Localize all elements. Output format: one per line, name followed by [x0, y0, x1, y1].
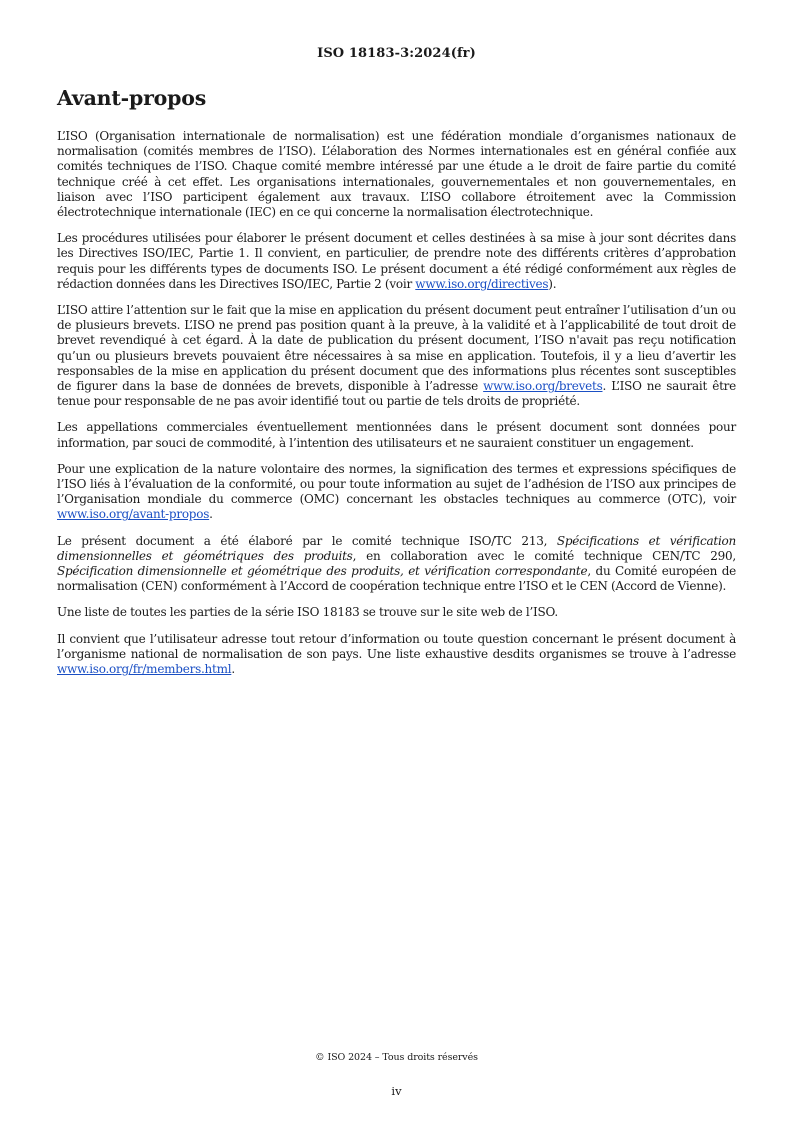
copyright-footer: © ISO 2024 – Tous droits réservés [315, 1052, 478, 1063]
paragraph-iso-intro: L’ISO (Organisation internationale de normalisation) est une fédération mondiale d’organismes nationaux de normalisation (comités membres de l’ISO). L’élaboration des Normes internationales est en général confiée aux comités techniques de l’ISO. Chaque comité membre intéressé par une étude a le droit de faire partie du comité technique créé à cet effet. Les organisations internationales, gouvernementales et non gouvernementales, en liaison avec l’ISO participent également aux travaux. L’ISO collabore étroitement avec la Commission électrotechnique internationale (IEC) en ce qui concerne la normalisation électrotechnique. [57, 129, 736, 220]
paragraph-procedures-text: Les procédures utilisées pour élaborer le présent document et celles destinées à sa mise à jour sont décrites dans les Directives ISO/IEC, Partie 1. Il convient, en particulier, de prendre note des différents critères d’approbation requis pour les différents types de documents ISO. Le présent document a été rédigé conformément aux règles de rédaction données dans les Directives ISO/IEC, Partie 2 (voir [57, 231, 736, 291]
paragraph-voluntary-nature-text: Pour une explication de la nature volontaire des normes, la signification des termes et expressions spécifiques de l’ISO liés à l’évaluation de la conformité, ou pour toute information au sujet de l’adhésion de l’ISO aux principes de l’Organisation mondiale du commerce (OMC) concernant les obstacles techniques au commerce (OTC), voir [57, 461, 736, 507]
paragraph-committee-text-b: , en collaboration avec le comité technique CEN/TC 290, [352, 548, 736, 563]
page-number: iv [391, 1084, 402, 1098]
paragraph-committee [57, 534, 736, 595]
paragraph-feedback-end: . [231, 662, 235, 677]
paragraph-feedback [57, 632, 736, 678]
paragraph-patents [57, 303, 736, 409]
paragraph-voluntary-nature [57, 462, 736, 523]
patents-link[interactable]: www.iso.org/brevets [483, 379, 603, 394]
paragraph-committee-text-a: Le présent document a été élaboré par le comité technique ISO/TC 213, [57, 533, 557, 548]
paragraph-patents-text: L’ISO attire l’attention sur le fait que la mise en application du présent document peut entraîner l’utilisation d’un ou de plusieurs brevets. L’ISO ne prend pas position quant à la preuve, à la validité et à l’applicabilité de tout droit de brevet revendiqué à cet égard. À la date de publication du présent document, l’ISO n'avait pas reçu notification qu’un ou plusieurs brevets pouvaient être nécessaires à sa mise en application. Toutefois, il y a lieu d’avertir les responsables de la mise en application du présent document que des informations plus récentes sont susceptibles de figurer dans la base de données de brevets, disponible à l’adresse [57, 303, 736, 394]
paragraph-trade-names: Les appellations commerciales éventuellement mentionnées dans le présent document sont données pour information, par souci de commodité, à l’intention des utilisateurs et ne sauraient constituer un engagement. [57, 420, 736, 450]
members-link[interactable]: www.iso.org/fr/members.html [57, 662, 232, 677]
paragraph-patents-end: . L’ISO ne saurait être tenue pour responsable de ne pas avoir identifié tout ou partie de tels droits de propriété. [57, 379, 736, 409]
paragraph-committee-text-c: , du Comité européen de normalisation (CEN) conformément à l’Accord de coopération technique entre l’ISO et le CEN (Accord de Vienne). [57, 564, 736, 594]
paragraph-feedback-text: Il convient que l’utilisateur adresse tout retour d’information ou toute question concernant le présent document à l’organisme national de normalisation de son pays. Une liste exhaustive desdits organismes se trouve à l’adresse [57, 631, 736, 661]
paragraph-procedures-end: ). [548, 276, 557, 291]
document-id-header: ISO 18183-3:2024(fr) [317, 46, 476, 61]
committee-tc213-title: Spécifications et vérification dimensionnelles et géométriques des produits [57, 533, 736, 563]
paragraph-voluntary-nature-end: . [209, 507, 213, 522]
page-title: Avant-propos [57, 86, 207, 110]
committee-tc290-title: Spécification dimensionnelle et géométrique des produits, et vérification correspondante [57, 564, 588, 579]
paragraph-procedures [57, 231, 736, 292]
paragraph-series-list: Une liste de toutes les parties de la série ISO 18183 se trouve sur le site web de l’ISO. [57, 605, 558, 620]
directives-link[interactable]: www.iso.org/directives [415, 276, 549, 291]
foreword-body [57, 129, 736, 688]
foreword-link[interactable]: www.iso.org/avant-propos [57, 507, 210, 522]
